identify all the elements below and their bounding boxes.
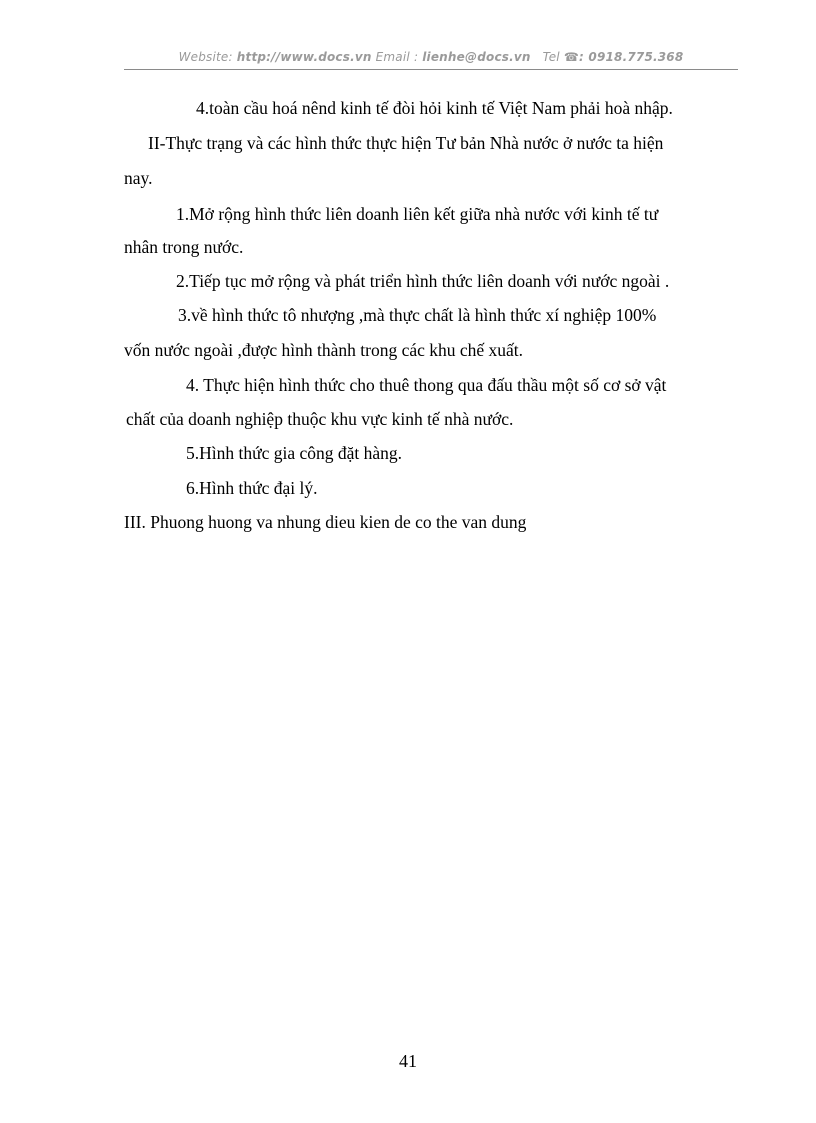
item-6: 6.Hình thức đại lý.: [186, 478, 318, 498]
item-2: 2.Tiếp tục mở rộng và phát triển hình thức liên doanh với nước ngoài .: [176, 271, 670, 291]
tel-value: : 0918.775.368: [579, 50, 684, 64]
item-3-line-2: vốn nước ngoài ,được hình thành trong các khu chế xuất.: [124, 340, 524, 360]
email-value: lienhe@docs.vn: [422, 50, 531, 64]
item-1-line-2: nhân trong nước.: [124, 237, 244, 257]
item-4-line-2: chất của doanh nghiệp thuộc khu vực kinh tế nhà nước.: [126, 409, 514, 429]
page-number: 41: [399, 1051, 417, 1071]
item-1-line-1: 1.Mở rộng hình thức liên doanh liên kết giữa nhà nước với kinh tế tư: [176, 204, 659, 224]
header-divider: [124, 69, 738, 70]
tel-label: Tel: [542, 50, 560, 64]
website-value: http://www.docs.vn: [236, 50, 372, 64]
item-4-line-1: 4. Thực hiện hình thức cho thuê thong qua đấu thầu một số cơ sở vật: [186, 375, 667, 395]
email-label: Email :: [375, 50, 419, 64]
website-label: Website:: [178, 50, 233, 64]
item-5: 5.Hình thức gia công đặt hàng.: [186, 443, 403, 463]
section-ii-heading-line-2: nay.: [124, 168, 153, 188]
page-header: [124, 50, 738, 64]
section-iii-heading: III. Phuong huong va nhung dieu kien de co the van dung: [124, 512, 527, 532]
section-ii-heading-line-1: II-Thực trạng và các hình thức thực hiện Tư bản Nhà nước ở nước ta hiện: [148, 133, 664, 153]
item-3-line-1: 3.về hình thức tô nhượng ,mà thực chất là hình thức xí nghiệp 100%: [178, 305, 657, 325]
phone-icon: ☎: [563, 50, 580, 64]
paragraph-1: 4.toàn cầu hoá nênd kinh tế đòi hỏi kinh tế Việt Nam phải hoà nhập.: [196, 98, 673, 118]
